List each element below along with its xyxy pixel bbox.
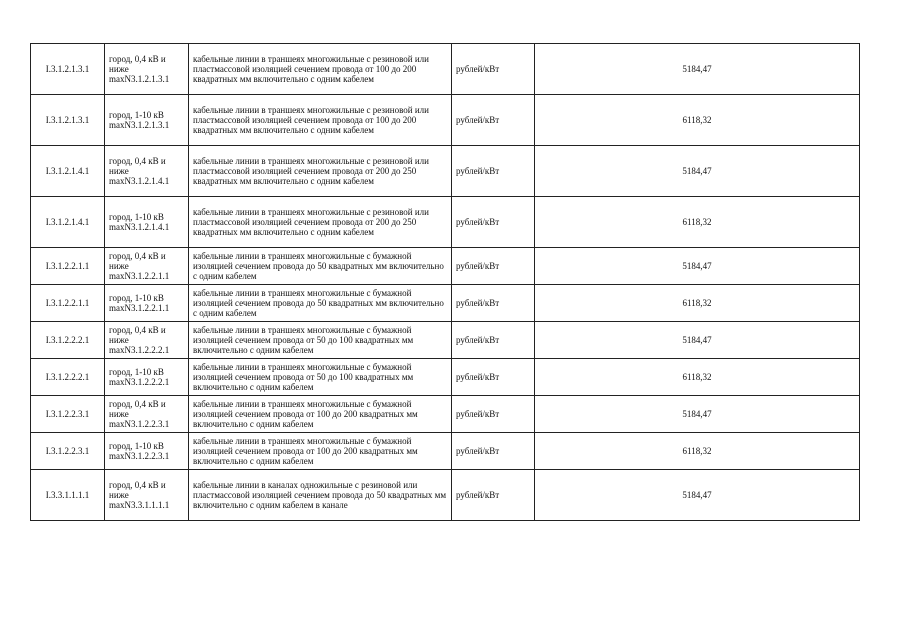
- row-unit: рублей/кВт: [452, 359, 535, 396]
- table-row: [31, 146, 860, 197]
- row-code: I.3.1.2.2.2.1: [31, 359, 105, 396]
- row-value: 5184,47: [535, 470, 860, 521]
- row-description: кабельные линии в каналах одножильные с резиновой или пластмассовой изоляцией сечением провода до 50 квадратных мм включительно с одним кабелем в канале: [189, 470, 452, 521]
- max-label: maxN3.1.2.1.3.1: [109, 120, 170, 130]
- row-voltage: [105, 248, 189, 285]
- voltage-label: город, 0,4 кВ и ниже: [109, 54, 166, 74]
- row-unit: рублей/кВт: [452, 95, 535, 146]
- max-label: maxN3.1.2.2.2.1: [109, 345, 170, 355]
- row-value: 5184,47: [535, 396, 860, 433]
- row-description: кабельные линии в траншеях многожильные с резиновой или пластмассовой изоляцией сечением провода от 200 до 250 квадратных мм включительно с одним кабелем: [189, 146, 452, 197]
- row-code: I.3.3.1.1.1.1: [31, 470, 105, 521]
- row-voltage: [105, 44, 189, 95]
- voltage-label: город, 1-10 кВ: [109, 293, 164, 303]
- row-code: I.3.1.2.1.4.1: [31, 197, 105, 248]
- table-row: [31, 396, 860, 433]
- row-value: 5184,47: [535, 44, 860, 95]
- row-unit: рублей/кВт: [452, 396, 535, 433]
- row-value: 5184,47: [535, 146, 860, 197]
- row-description: кабельные линии в траншеях многожильные с бумажной изоляцией сечением провода от 50 до 100 квадратных мм включительно с одним кабелем: [189, 322, 452, 359]
- voltage-label: город, 0,4 кВ и ниже: [109, 156, 166, 176]
- max-label: maxN3.1.2.2.3.1: [109, 419, 170, 429]
- voltage-label: город, 0,4 кВ и ниже: [109, 480, 166, 500]
- row-unit: рублей/кВт: [452, 146, 535, 197]
- row-description: кабельные линии в траншеях многожильные с бумажной изоляцией сечением провода от 100 до 200 квадратных мм включительно с одним кабелем: [189, 396, 452, 433]
- max-label: maxN3.1.2.2.1.1: [109, 271, 170, 281]
- row-voltage: [105, 359, 189, 396]
- row-unit: рублей/кВт: [452, 470, 535, 521]
- row-unit: рублей/кВт: [452, 433, 535, 470]
- table-row: [31, 470, 860, 521]
- row-description: кабельные линии в траншеях многожильные с резиновой или пластмассовой изоляцией сечением провода от 100 до 200 квадратных мм включительно с одним кабелем: [189, 95, 452, 146]
- row-description: кабельные линии в траншеях многожильные с резиновой или пластмассовой изоляцией сечением провода от 200 до 250 квадратных мм включительно с одним кабелем: [189, 197, 452, 248]
- row-code: I.3.1.2.1.4.1: [31, 146, 105, 197]
- max-label: maxN3.1.2.2.2.1: [109, 377, 170, 387]
- table-row: [31, 95, 860, 146]
- row-value: 6118,32: [535, 359, 860, 396]
- row-description: кабельные линии в траншеях многожильные с резиновой или пластмассовой изоляцией сечением провода от 100 до 200 квадратных мм включительно с одним кабелем: [189, 44, 452, 95]
- max-label: maxN3.1.2.2.3.1: [109, 451, 170, 461]
- table-row: [31, 285, 860, 322]
- max-label: maxN3.1.2.1.4.1: [109, 222, 170, 232]
- row-description: кабельные линии в траншеях многожильные с бумажной изоляцией сечением провода до 50 квадратных мм включительно с одним кабелем: [189, 285, 452, 322]
- row-voltage: [105, 470, 189, 521]
- row-description: кабельные линии в траншеях многожильные с бумажной изоляцией сечением провода от 100 до 200 квадратных мм включительно с одним кабелем: [189, 433, 452, 470]
- table-row: [31, 322, 860, 359]
- row-value: 6118,32: [535, 285, 860, 322]
- table-row: [31, 248, 860, 285]
- voltage-label: город, 1-10 кВ: [109, 441, 164, 451]
- row-code: I.3.1.2.2.2.1: [31, 322, 105, 359]
- voltage-label: город, 0,4 кВ и ниже: [109, 399, 166, 419]
- voltage-label: город, 1-10 кВ: [109, 212, 164, 222]
- row-unit: рублей/кВт: [452, 285, 535, 322]
- table-row: [31, 359, 860, 396]
- row-code: I.3.1.2.1.3.1: [31, 44, 105, 95]
- row-code: I.3.1.2.2.1.1: [31, 248, 105, 285]
- table-row: [31, 44, 860, 95]
- row-voltage: [105, 433, 189, 470]
- row-unit: рублей/кВт: [452, 197, 535, 248]
- row-value: 6118,32: [535, 197, 860, 248]
- row-voltage: [105, 197, 189, 248]
- max-label: maxN3.1.2.1.4.1: [109, 176, 170, 186]
- row-voltage: [105, 285, 189, 322]
- voltage-label: город, 0,4 кВ и ниже: [109, 251, 166, 271]
- row-code: I.3.1.2.1.3.1: [31, 95, 105, 146]
- table-row: [31, 197, 860, 248]
- row-unit: рублей/кВт: [452, 44, 535, 95]
- row-voltage: [105, 322, 189, 359]
- row-description: кабельные линии в траншеях многожильные с бумажной изоляцией сечением провода до 50 квадратных мм включительно с одним кабелем: [189, 248, 452, 285]
- voltage-label: город, 0,4 кВ и ниже: [109, 325, 166, 345]
- max-label: maxN3.1.2.2.1.1: [109, 303, 170, 313]
- row-code: I.3.1.2.2.3.1: [31, 433, 105, 470]
- max-label: maxN3.3.1.1.1.1: [109, 500, 170, 510]
- row-unit: рублей/кВт: [452, 322, 535, 359]
- row-description: кабельные линии в траншеях многожильные с бумажной изоляцией сечением провода от 50 до 100 квадратных мм включительно с одним кабелем: [189, 359, 452, 396]
- row-voltage: [105, 95, 189, 146]
- table-row: [31, 433, 860, 470]
- row-code: I.3.1.2.2.1.1: [31, 285, 105, 322]
- row-value: 6118,32: [535, 95, 860, 146]
- row-voltage: [105, 396, 189, 433]
- max-label: maxN3.1.2.1.3.1: [109, 74, 170, 84]
- row-value: 5184,47: [535, 248, 860, 285]
- tariff-table: [30, 43, 860, 521]
- row-voltage: [105, 146, 189, 197]
- row-value: 5184,47: [535, 322, 860, 359]
- row-code: I.3.1.2.2.3.1: [31, 396, 105, 433]
- row-unit: рублей/кВт: [452, 248, 535, 285]
- row-value: 6118,32: [535, 433, 860, 470]
- voltage-label: город, 1-10 кВ: [109, 110, 164, 120]
- voltage-label: город, 1-10 кВ: [109, 367, 164, 377]
